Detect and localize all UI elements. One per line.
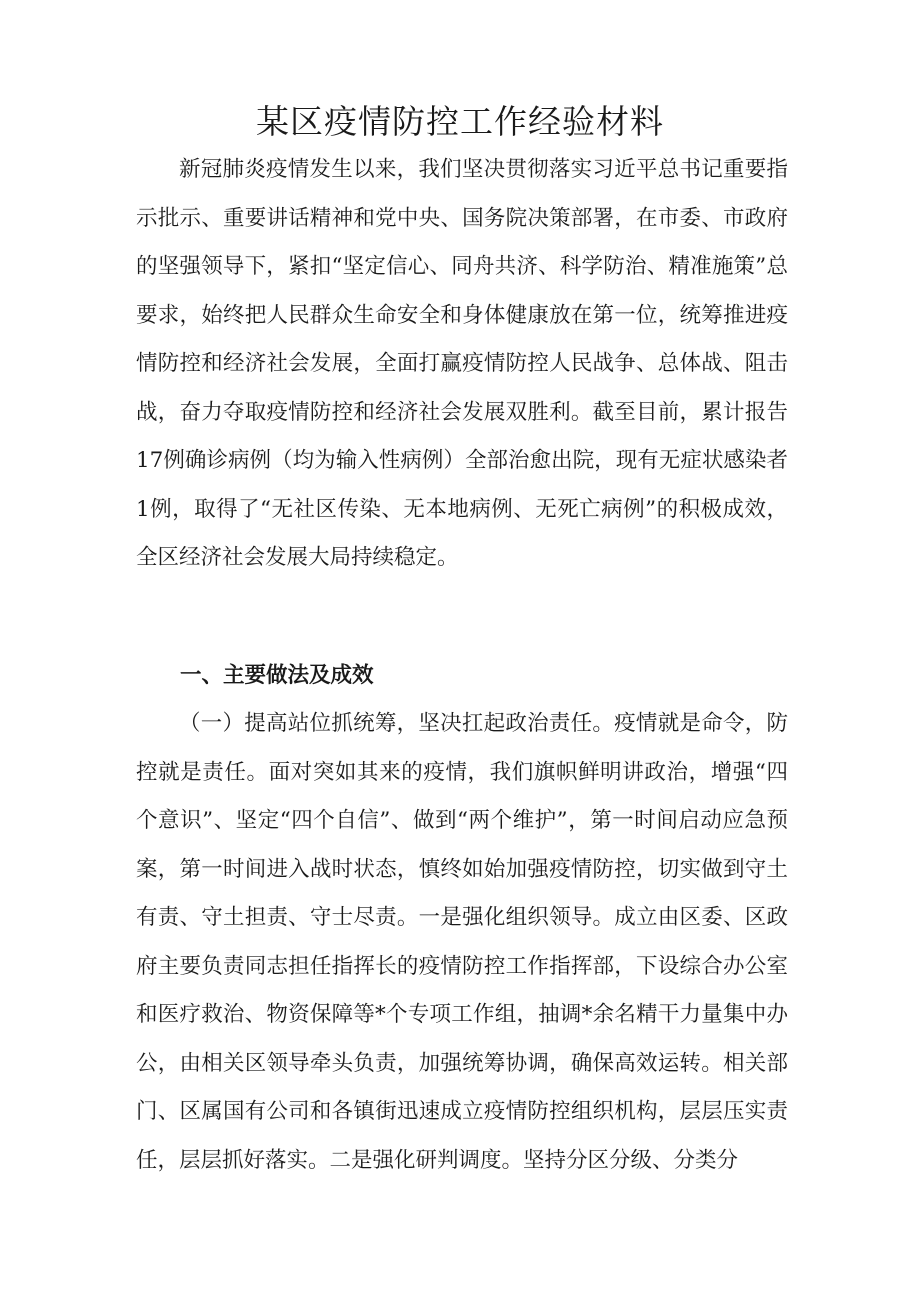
intro-paragraph: 新冠肺炎疫情发生以来，我们坚决贯彻落实习近平总书记重要指示批示、重要讲话精神和党中央、国务院决策部署，在市委、市政府的坚强领导下，紧扣“坚定信心、同舟共济、科学防治、精准施策”总要求，始终把人民群众生命安全和身体健康放在第一位，统筹推进疫情防控和经济社会发展，全面打赢疫情防控人民战争、总体战、阻击战，奋力夺取疫情防控和经济社会发展双胜利。截至目前，累计报告17例确诊病例（均为输入性病例）全部治愈出院，现有无症状感染者1例，取得了“无社区传染、无本地病例、无死亡病例”的积极成效，全区经济社会发展大局持续稳定。	[136, 157, 788, 570]
document-title: 某区疫情防控工作经验材料	[256, 102, 664, 141]
section-heading: 一、主要做法及成效	[180, 663, 374, 688]
section-paragraph: （一）提高站位抓统筹，坚决扛起政治责任。疫情就是命令，防控就是责任。面对突如其来的疫情，我们旗帜鲜明讲政治，增强“四个意识”、坚定“四个自信”、做到“两个维护”，第一时间启动应急预案，第一时间进入战时状态，慎终如始加强疫情防控，切实做到守土有责、守土担责、守士尽责。一是强化组织领导。成立由区委、区政府主要负责同志担任指挥长的疫情防控工作指挥部，下设综合办公室和医疗救治、物资保障等*个专项工作组，抽调*余名精干力量集中办公，由相关区领导牵头负责，加强统筹协调，确保高效运转。相关部门、区属国有公司和各镇街迅速成立疫情防控组织机构，层层压实责任，层层抓好落实。二是强化研判调度。坚持分区分级、分类分	[136, 711, 788, 1173]
